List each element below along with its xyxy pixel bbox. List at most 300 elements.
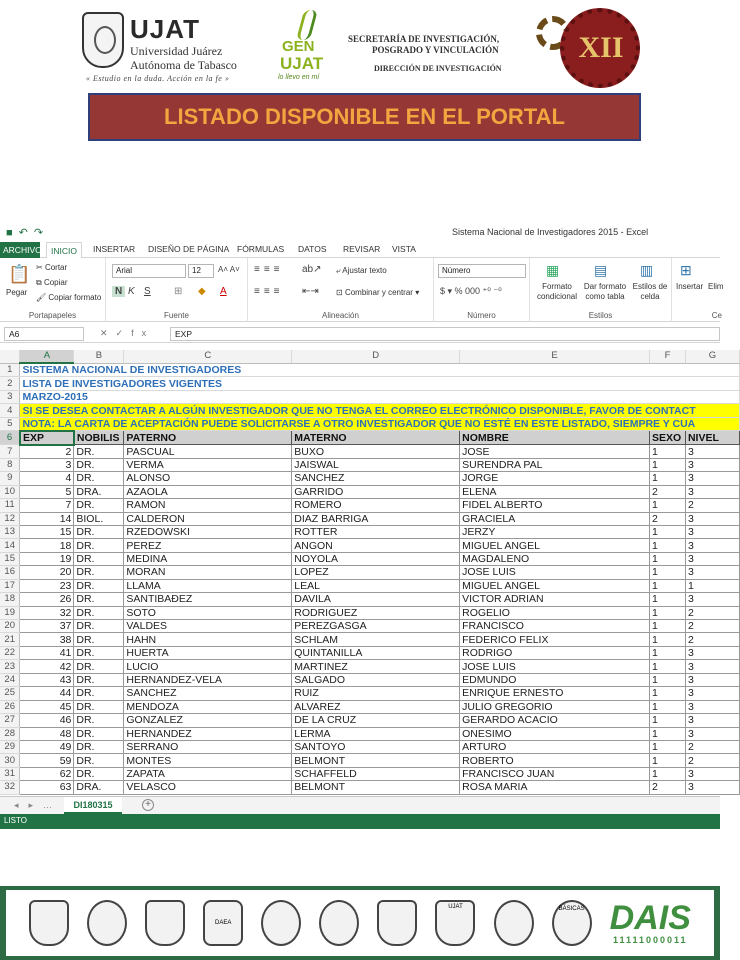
- table-cell[interactable]: 3: [685, 714, 739, 727]
- column-header[interactable]: G: [685, 350, 739, 363]
- table-cell[interactable]: 3: [685, 525, 739, 538]
- table-cell[interactable]: DR.: [74, 525, 124, 538]
- dais-logo: [610, 901, 691, 945]
- table-cell[interactable]: 2: [685, 754, 739, 767]
- conditional-format-button[interactable]: Formato condicional: [536, 282, 578, 301]
- table-cell[interactable]: SOTO: [124, 606, 292, 619]
- row-header[interactable]: 16: [0, 566, 20, 579]
- table-cell[interactable]: 48: [20, 727, 74, 740]
- table-cell[interactable]: 41: [20, 646, 74, 659]
- table-cell[interactable]: 63: [20, 781, 74, 794]
- table-cell[interactable]: ONESIMO: [460, 727, 650, 740]
- table-cell[interactable]: 7: [20, 499, 74, 512]
- table-cell[interactable]: RODRIGUEZ: [292, 606, 460, 619]
- table-cell[interactable]: 3: [685, 539, 739, 552]
- table-cell[interactable]: 3: [685, 472, 739, 485]
- table-cell[interactable]: NOYOLA: [292, 552, 460, 565]
- table-cell[interactable]: GARRIDO: [292, 485, 460, 498]
- conditional-format-icon[interactable]: ▦: [546, 262, 560, 278]
- table-cell[interactable]: 3: [685, 512, 739, 525]
- table-cell[interactable]: DR.: [74, 458, 124, 471]
- add-sheet-icon[interactable]: +: [142, 799, 154, 811]
- row-header[interactable]: 13: [0, 525, 20, 538]
- row-header[interactable]: 17: [0, 579, 20, 592]
- tab-formulas[interactable]: FÓRMULAS: [237, 244, 285, 254]
- table-cell[interactable]: ROTTER: [292, 525, 460, 538]
- formula-input[interactable]: EXP: [170, 327, 720, 341]
- header-cell-materno[interactable]: MATERNO: [292, 431, 460, 445]
- table-cell[interactable]: QUINTANILLA: [292, 646, 460, 659]
- row-header[interactable]: 25: [0, 687, 20, 700]
- table-cell[interactable]: 1: [649, 660, 685, 673]
- table-cell[interactable]: 3: [685, 593, 739, 606]
- row-header[interactable]: 27: [0, 714, 20, 727]
- table-cell[interactable]: JERZY: [460, 525, 650, 538]
- contact-notice[interactable]: SI SE DESEA CONTACTAR A ALGÚN INVESTIGADOR QUE NO TENGA EL CORREO ELECTRÓNICO DISPONIBLE, FAVOR DE CONTACT: [20, 404, 740, 417]
- borders-icon[interactable]: ⊞: [174, 286, 183, 297]
- format-table-button[interactable]: Dar formato como tabla: [583, 282, 627, 301]
- table-cell[interactable]: 2: [685, 620, 739, 633]
- table-cell[interactable]: ROBERTO: [460, 754, 650, 767]
- font-group-label: Fuente: [164, 311, 189, 320]
- tab-vista[interactable]: VISTA: [392, 244, 416, 254]
- table-cell[interactable]: ZAPATA: [124, 767, 292, 780]
- row-header[interactable]: 22: [0, 646, 20, 659]
- table-cell[interactable]: SANCHEZ: [292, 472, 460, 485]
- table-cell[interactable]: SALGADO: [292, 673, 460, 686]
- row-header[interactable]: 19: [0, 606, 20, 619]
- table-cell[interactable]: DR.: [74, 767, 124, 780]
- table-row: [0, 552, 740, 565]
- vertical-align-icons[interactable]: ≡≡≡: [254, 264, 284, 275]
- table-cell[interactable]: ALVAREZ: [292, 700, 460, 713]
- table-cell[interactable]: ELENA: [460, 485, 650, 498]
- underline-button[interactable]: S: [144, 286, 151, 297]
- table-cell[interactable]: MORAN: [124, 566, 292, 579]
- table-cell[interactable]: 18: [20, 539, 74, 552]
- cell-styles-icon[interactable]: ▥: [640, 262, 654, 278]
- table-cell[interactable]: GONZALEZ: [124, 714, 292, 727]
- table-cell[interactable]: JULIO GREGORIO: [460, 700, 650, 713]
- indent-icons[interactable]: ⇤⇥: [302, 286, 319, 297]
- table-cell[interactable]: FEDERICO FELIX: [460, 633, 650, 646]
- table-cell[interactable]: MEDINA: [124, 552, 292, 565]
- select-all-corner[interactable]: [0, 350, 20, 363]
- tab-diseno-pagina[interactable]: DISEÑO DE PÁGINA: [148, 244, 230, 254]
- table-cell[interactable]: BELMONT: [292, 754, 460, 767]
- row-header[interactable]: 10: [0, 485, 20, 498]
- table-cell[interactable]: MIGUEL ANGEL: [460, 539, 650, 552]
- table-cell[interactable]: JAISWAL: [292, 458, 460, 471]
- table-cell[interactable]: 1: [649, 767, 685, 780]
- table-cell[interactable]: RZEDOWSKI: [124, 525, 292, 538]
- table-cell[interactable]: FRANCISCO: [460, 620, 650, 633]
- row-header[interactable]: 21: [0, 633, 20, 646]
- table-cell[interactable]: 3: [685, 485, 739, 498]
- table-cell[interactable]: MAGDALENO: [460, 552, 650, 565]
- row-header[interactable]: 32: [0, 781, 20, 794]
- row-header[interactable]: 20: [0, 620, 20, 633]
- table-cell[interactable]: 2: [685, 633, 739, 646]
- table-cell[interactable]: JORGE: [460, 472, 650, 485]
- table-cell[interactable]: 3: [685, 566, 739, 579]
- row-header[interactable]: 15: [0, 552, 20, 565]
- table-cell[interactable]: 43: [20, 673, 74, 686]
- table-cell[interactable]: 3: [685, 781, 739, 794]
- table-cell[interactable]: SCHAFFELD: [292, 767, 460, 780]
- table-cell[interactable]: DR.: [74, 620, 124, 633]
- table-cell[interactable]: HERNANDEZ: [124, 727, 292, 740]
- table-row: [0, 458, 740, 471]
- table-cell[interactable]: RUIZ: [292, 687, 460, 700]
- table-cell[interactable]: BIOL.: [74, 512, 124, 525]
- table-cell[interactable]: LOPEZ: [292, 566, 460, 579]
- font-size-select[interactable]: 12: [188, 264, 214, 278]
- table-cell[interactable]: ENRIQUE ERNESTO: [460, 687, 650, 700]
- table-cell[interactable]: 3: [685, 552, 739, 565]
- italic-button[interactable]: K: [128, 286, 135, 297]
- table-cell[interactable]: 1: [649, 714, 685, 727]
- table-cell[interactable]: 2: [649, 485, 685, 498]
- font-group: [106, 258, 248, 322]
- fill-color-icon[interactable]: ◆: [198, 286, 206, 297]
- table-cell[interactable]: 4: [20, 472, 74, 485]
- table-cell[interactable]: 37: [20, 620, 74, 633]
- division-seal-icon: [87, 900, 127, 946]
- table-row: [0, 673, 740, 686]
- table-cell[interactable]: 2: [685, 740, 739, 753]
- table-cell[interactable]: DRA.: [74, 485, 124, 498]
- row-header[interactable]: 28: [0, 727, 20, 740]
- format-table-icon[interactable]: ▤: [594, 262, 608, 278]
- merge-center-button[interactable]: ⊡ Combinar y centrar ▾: [336, 288, 420, 297]
- tab-revisar[interactable]: REVISAR: [343, 244, 381, 254]
- table-cell[interactable]: ROGELIO: [460, 606, 650, 619]
- table-cell[interactable]: 1: [649, 525, 685, 538]
- table-cell[interactable]: LERMA: [292, 727, 460, 740]
- table-cell[interactable]: 1: [649, 620, 685, 633]
- tab-datos[interactable]: DATOS: [298, 244, 327, 254]
- delete-button[interactable]: Elim: [708, 282, 724, 291]
- bold-button[interactable]: N: [112, 286, 125, 297]
- tab-inicio[interactable]: INICIO: [46, 242, 82, 259]
- column-header[interactable]: F: [649, 350, 685, 363]
- header-cell-nobilis[interactable]: NOBILIS: [74, 431, 124, 445]
- row-header[interactable]: 8: [0, 458, 20, 471]
- table-cell[interactable]: MENDOZA: [124, 700, 292, 713]
- ujat-seal-icon: [82, 12, 124, 68]
- table-cell[interactable]: 62: [20, 767, 74, 780]
- table-cell[interactable]: ROSA MARIA: [460, 781, 650, 794]
- table-cell[interactable]: DR.: [74, 445, 124, 459]
- table-cell[interactable]: VICTOR ADRIAN: [460, 593, 650, 606]
- row-header[interactable]: 5: [0, 417, 20, 431]
- row-header[interactable]: 26: [0, 700, 20, 713]
- table-cell[interactable]: 14: [20, 512, 74, 525]
- header-cell-nivel[interactable]: NIVEL: [685, 431, 739, 445]
- table-cell[interactable]: VERMA: [124, 458, 292, 471]
- table-cell[interactable]: DR.: [74, 499, 124, 512]
- insert-cells-icon[interactable]: ⊞: [680, 262, 692, 278]
- sheet-tab[interactable]: DI180315: [64, 797, 122, 814]
- table-cell[interactable]: AZAOLA: [124, 485, 292, 498]
- table-cell[interactable]: 3: [685, 767, 739, 780]
- table-cell[interactable]: DR.: [74, 606, 124, 619]
- table-cell[interactable]: SERRANO: [124, 740, 292, 753]
- table-cell[interactable]: SANTIBAÐEZ: [124, 593, 292, 606]
- division-emblem-icon: [261, 900, 301, 946]
- table-cell[interactable]: CALDERON: [124, 512, 292, 525]
- table-cell[interactable]: MIGUEL ANGEL: [460, 579, 650, 592]
- table-cell[interactable]: 19: [20, 552, 74, 565]
- table-cell[interactable]: 59: [20, 754, 74, 767]
- table-cell[interactable]: ALONSO: [124, 472, 292, 485]
- table-cell[interactable]: 1: [649, 687, 685, 700]
- table-cell[interactable]: JOSE: [460, 445, 650, 459]
- row-header[interactable]: 12: [0, 512, 20, 525]
- table-cell[interactable]: 1: [649, 445, 685, 459]
- table-cell[interactable]: DR.: [74, 539, 124, 552]
- table-cell[interactable]: 44: [20, 687, 74, 700]
- table-cell[interactable]: 1: [649, 566, 685, 579]
- table-cell[interactable]: 3: [685, 445, 739, 459]
- sheet-subtitle[interactable]: LISTA DE INVESTIGADORES VIGENTES: [20, 377, 740, 390]
- font-color-icon[interactable]: A: [220, 286, 227, 297]
- table-cell[interactable]: 42: [20, 660, 74, 673]
- cut-button[interactable]: ✂ Cortar: [36, 263, 68, 272]
- insert-button[interactable]: Insertar: [676, 282, 704, 291]
- sheet-title[interactable]: SISTEMA NACIONAL DE INVESTIGADORES: [20, 363, 740, 377]
- table-cell[interactable]: HAHN: [124, 633, 292, 646]
- table-cell[interactable]: 2: [649, 781, 685, 794]
- row-header[interactable]: 24: [0, 673, 20, 686]
- horizontal-align-icons[interactable]: ≡≡≡: [254, 286, 284, 297]
- quick-access-icons[interactable]: ■↶↷: [6, 227, 50, 239]
- table-cell[interactable]: 3: [685, 458, 739, 471]
- table-cell[interactable]: PASCUAL: [124, 445, 292, 459]
- table-cell[interactable]: PEREZGASGA: [292, 620, 460, 633]
- table-cell[interactable]: DR.: [74, 687, 124, 700]
- table-cell[interactable]: SCHLAM: [292, 633, 460, 646]
- table-cell[interactable]: 1: [649, 700, 685, 713]
- table-cell[interactable]: 1: [649, 740, 685, 753]
- table-cell[interactable]: 3: [685, 700, 739, 713]
- table-cell[interactable]: FRANCISCO JUAN: [460, 767, 650, 780]
- table-cell[interactable]: DR.: [74, 593, 124, 606]
- table-cell[interactable]: DAVILA: [292, 593, 460, 606]
- table-cell[interactable]: 1: [649, 499, 685, 512]
- window-title: Sistema Nacional de Investigadores 2015 - Excel: [452, 227, 649, 237]
- table-cell[interactable]: DR.: [74, 700, 124, 713]
- table-cell[interactable]: MARTINEZ: [292, 660, 460, 673]
- row-header[interactable]: 31: [0, 767, 20, 780]
- row-header[interactable]: 18: [0, 593, 20, 606]
- table-cell[interactable]: EDMUNDO: [460, 673, 650, 686]
- table-cell[interactable]: 1: [649, 646, 685, 659]
- clipboard-group: [0, 258, 106, 322]
- table-cell[interactable]: DE LA CRUZ: [292, 714, 460, 727]
- table-row: [0, 620, 740, 633]
- table-cell[interactable]: FIDEL ALBERTO: [460, 499, 650, 512]
- table-cell[interactable]: DR.: [74, 579, 124, 592]
- font-name-select[interactable]: Arial: [112, 264, 186, 278]
- table-cell[interactable]: 1: [649, 727, 685, 740]
- table-cell[interactable]: MONTES: [124, 754, 292, 767]
- cell-styles-button[interactable]: Estilos de celda: [632, 282, 668, 301]
- table-cell[interactable]: ARTURO: [460, 740, 650, 753]
- column-header[interactable]: A: [20, 350, 74, 363]
- table-cell[interactable]: 1: [649, 458, 685, 471]
- styles-group-label: Estilos: [588, 311, 613, 320]
- column-header[interactable]: E: [460, 350, 650, 363]
- table-cell[interactable]: 2: [685, 499, 739, 512]
- table-cell[interactable]: BELMONT: [292, 781, 460, 794]
- row-header[interactable]: 3: [0, 390, 20, 403]
- table-cell[interactable]: HERNANDEZ-VELA: [124, 673, 292, 686]
- sheet-date[interactable]: MARZO-2015: [20, 390, 740, 403]
- formula-icons[interactable]: ✕✓fx: [100, 328, 155, 338]
- table-cell[interactable]: DIAZ BARRIGA: [292, 512, 460, 525]
- row-header[interactable]: 7: [0, 445, 20, 459]
- wrap-text-button[interactable]: ⤶ Ajustar texto: [336, 266, 387, 275]
- table-cell[interactable]: SANCHEZ: [124, 687, 292, 700]
- header-cell-exp[interactable]: EXP: [20, 431, 74, 445]
- table-cell[interactable]: GRACIELA: [460, 512, 650, 525]
- table-cell[interactable]: LEAL: [292, 579, 460, 592]
- row-header[interactable]: 1: [0, 363, 20, 377]
- table-cell[interactable]: LLAMA: [124, 579, 292, 592]
- table-cell[interactable]: 1: [649, 579, 685, 592]
- font-grow-icon[interactable]: A˄ A˅: [218, 265, 240, 274]
- table-cell[interactable]: 5: [20, 485, 74, 498]
- row-header[interactable]: 11: [0, 499, 20, 512]
- table-cell[interactable]: RODRIGO: [460, 646, 650, 659]
- table-row: [0, 417, 740, 431]
- table-cell[interactable]: 38: [20, 633, 74, 646]
- header-cell-paterno[interactable]: PATERNO: [124, 431, 292, 445]
- table-cell[interactable]: 3: [20, 458, 74, 471]
- table-cell[interactable]: DR.: [74, 552, 124, 565]
- table-cell[interactable]: DR.: [74, 660, 124, 673]
- table-cell[interactable]: 20: [20, 566, 74, 579]
- row-header[interactable]: 14: [0, 539, 20, 552]
- table-cell[interactable]: JOSE LUIS: [460, 660, 650, 673]
- table-cell[interactable]: 1: [649, 593, 685, 606]
- table-cell[interactable]: 3: [685, 646, 739, 659]
- table-cell[interactable]: 3: [685, 660, 739, 673]
- tab-insertar[interactable]: INSERTAR: [93, 244, 136, 254]
- table-cell[interactable]: 49: [20, 740, 74, 753]
- table-cell[interactable]: LUCIO: [124, 660, 292, 673]
- secretaria-name: SECRETARÍA DE INVESTIGACIÓN, POSGRADO Y VINCULACIÓN: [348, 34, 500, 55]
- table-cell[interactable]: BUXO: [292, 445, 460, 459]
- table-cell[interactable]: ROMERO: [292, 499, 460, 512]
- table-cell[interactable]: RAMON: [124, 499, 292, 512]
- table-cell[interactable]: VALDES: [124, 620, 292, 633]
- currency-percent-icons[interactable]: $ ▾ % 000 ⁺⁰ ⁻⁰: [440, 286, 502, 296]
- table-cell[interactable]: VELASCO: [124, 781, 292, 794]
- row-header[interactable]: 2: [0, 377, 20, 390]
- column-header[interactable]: D: [292, 350, 460, 363]
- table-cell[interactable]: 2: [649, 512, 685, 525]
- cell-table[interactable]: [0, 350, 740, 795]
- table-cell[interactable]: 3: [685, 727, 739, 740]
- table-cell[interactable]: DR.: [74, 633, 124, 646]
- table-cell[interactable]: 1: [649, 633, 685, 646]
- table-cell[interactable]: 1: [649, 606, 685, 619]
- row-header[interactable]: 23: [0, 660, 20, 673]
- table-cell[interactable]: 2: [685, 606, 739, 619]
- column-header[interactable]: C: [124, 350, 292, 363]
- paste-button[interactable]: Pegar: [6, 288, 28, 297]
- table-cell[interactable]: DRA.: [74, 781, 124, 794]
- sheet-nav-arrows-icon[interactable]: ◂▸…: [14, 800, 63, 810]
- header-cell-nombre[interactable]: NOMBRE: [460, 431, 650, 445]
- column-header[interactable]: B: [74, 350, 124, 363]
- copy-button[interactable]: ⧉ Copiar: [36, 278, 68, 287]
- row-header[interactable]: 4: [0, 404, 20, 417]
- table-cell[interactable]: DR.: [74, 740, 124, 753]
- table-cell[interactable]: 3: [685, 673, 739, 686]
- table-cell[interactable]: DR.: [74, 566, 124, 579]
- table-cell[interactable]: 2: [20, 445, 74, 459]
- table-cell[interactable]: SANTOYO: [292, 740, 460, 753]
- row-header[interactable]: 6: [0, 431, 20, 445]
- table-cell[interactable]: HUERTA: [124, 646, 292, 659]
- table-cell[interactable]: 1: [649, 539, 685, 552]
- table-cell[interactable]: DR.: [74, 727, 124, 740]
- table-cell[interactable]: JOSE LUIS: [460, 566, 650, 579]
- table-cell[interactable]: DR.: [74, 472, 124, 485]
- table-cell[interactable]: 3: [685, 687, 739, 700]
- format-painter-button[interactable]: 🖌 Copiar formato: [36, 293, 102, 302]
- acceptance-note[interactable]: NOTA: LA CARTA DE ACEPTACIÓN PUEDE SOLICITARSE A OTRO INVESTIGADOR QUE NO ESTÉ EN ESTE LISTADO, SIEMPRE Y CUA: [20, 417, 740, 431]
- table-cell[interactable]: 1: [649, 552, 685, 565]
- spreadsheet-grid[interactable]: [0, 350, 740, 795]
- paste-icon[interactable]: 📋: [8, 264, 31, 284]
- table-cell[interactable]: DR.: [74, 673, 124, 686]
- table-cell[interactable]: 1: [649, 472, 685, 485]
- table-cell[interactable]: PEREZ: [124, 539, 292, 552]
- tab-archivo[interactable]: ARCHIVO: [0, 242, 40, 258]
- table-cell[interactable]: GERARDO ACACIO: [460, 714, 650, 727]
- orientation-icon[interactable]: ab↗: [302, 264, 322, 275]
- number-format-select[interactable]: Número: [438, 264, 526, 278]
- table-cell[interactable]: 1: [649, 754, 685, 767]
- name-box[interactable]: A6: [4, 327, 84, 341]
- row-header[interactable]: 9: [0, 472, 20, 485]
- table-cell[interactable]: DR.: [74, 646, 124, 659]
- table-cell[interactable]: DR.: [74, 754, 124, 767]
- table-cell[interactable]: 1: [685, 579, 739, 592]
- table-cell[interactable]: 15: [20, 525, 74, 538]
- alignment-group: [248, 258, 434, 322]
- table-cell[interactable]: 46: [20, 714, 74, 727]
- table-cell[interactable]: 23: [20, 579, 74, 592]
- table-row: [0, 633, 740, 646]
- table-cell[interactable]: SURENDRA PAL: [460, 458, 650, 471]
- table-cell[interactable]: 26: [20, 593, 74, 606]
- table-cell[interactable]: ANGON: [292, 539, 460, 552]
- table-cell[interactable]: 32: [20, 606, 74, 619]
- row-header[interactable]: 29: [0, 740, 20, 753]
- header-cell-sexo[interactable]: SEXO: [649, 431, 685, 445]
- table-cell[interactable]: 45: [20, 700, 74, 713]
- table-cell[interactable]: DR.: [74, 714, 124, 727]
- row-header[interactable]: 30: [0, 754, 20, 767]
- table-cell[interactable]: 1: [649, 673, 685, 686]
- table-row: [0, 700, 740, 713]
